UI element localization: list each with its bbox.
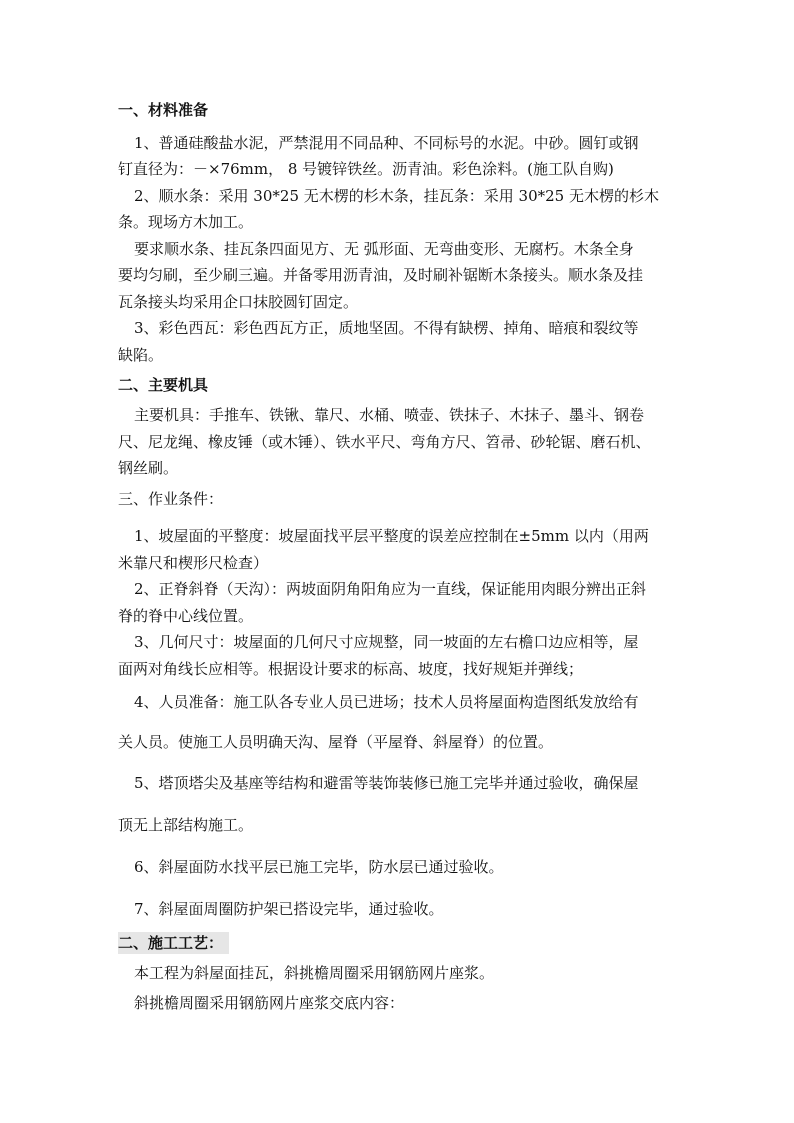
sec3-item6: 6、斜屋面防水找平层已施工完毕，防水层已通过验收。 [134,858,504,876]
sec3-item7: 7、斜屋面周圈防护架已搭设完毕，通过验收。 [134,900,444,918]
section-4-title-wrap [118,933,229,953]
section-4-title: 二、施工工艺： [118,932,229,954]
sec2-tools-line1: 主要机具：手推车、铁锹、靠尺、水桶、喷壶、铁抹子、木抹子、墨斗、钢卷 [134,406,645,424]
sec2-tools-line2: 尺、尼龙绳、橡皮锤（或木锤）、铁水平尺、弯角方尺、笤帚、砂轮锯、磨石机、 [118,433,651,451]
sec2-tools-line3: 钢丝刷。 [118,459,179,477]
sec1-item1-line1: 1、普通硅酸盐水泥，严禁混用不同品种、不同标号的水泥。中砂。圆钉或钢 [134,134,639,152]
sec4-para1: 本工程为斜屋面挂瓦，斜挑檐周圈采用钢筋网片座浆。 [134,964,495,982]
sec3-item2-line1: 2、正脊斜脊（天沟）：两坡面阴角阳角应为一直线，保证能用肉眼分辨出正斜 [134,580,647,598]
sec1-item3-line2: 缺陷。 [118,346,164,364]
section-3-title: 三、作业条件： [118,490,224,508]
sec1-req-line2: 要均匀刷，至少刷三遍。并备零用沥青油，及时刷补锯断木条接头。顺水条及挂 [118,266,644,284]
sec3-item5-line2: 顶无上部结构施工。 [118,816,254,834]
sec3-item4-line2: 关人员。使施工人员明确天沟、屋脊（平屋脊、斜屋脊）的位置。 [118,733,554,751]
sec3-item1-line2: 米靠尺和楔形尺检查） [118,554,269,572]
sec1-item2-line1: 2、顺水条：采用 30*25 无木楞的杉木条，挂瓦条：采用 30*25 无木楞的杉木 [134,187,659,205]
section-1-title: 一、材料准备 [118,101,209,119]
sec4-para2: 斜挑檐周圈采用钢筋网片座浆交底内容： [134,994,405,1012]
sec1-item1-line2: 钉直径为：－×76mm， 8 号镀锌铁丝。沥青油。彩色涂料。(施工队自购) [118,160,614,178]
sec1-item3-line1: 3、彩色西瓦：彩色西瓦方正，质地坚固。不得有缺楞、掉角、暗痕和裂纹等 [134,319,639,337]
sec3-item4-line1: 4、人员准备：施工队各专业人员已进场；技术人员将屋面构造图纸发放给有 [134,693,639,711]
sec1-req-line3: 瓦条接头均采用企口抹胶圆钉固定。 [118,293,359,311]
section-2-title: 二、主要机具 [118,376,209,394]
sec3-item3-line2: 面两对角线长应相等。根据设计要求的标高、坡度，找好规矩并弹线； [118,660,584,678]
sec3-item5-line1: 5、塔顶塔尖及基座等结构和避雷等装饰装修已施工完毕并通过验收，确保屋 [134,774,639,792]
sec3-item3-line1: 3、几何尺寸：坡屋面的几何尺寸应规整，同一坡面的左右檐口边应相等，屋 [134,633,639,651]
sec1-item2-line2: 条。现场方木加工。 [118,213,254,231]
sec1-req-line1: 要求顺水条、挂瓦条四面见方、无 弧形面、无弯曲变形、无腐朽。木条全身 [134,240,634,258]
sec3-item1-line1: 1、坡屋面的平整度：坡屋面找平层平整度的误差应控制在±5mm 以内（用两 [134,527,649,545]
sec3-item2-line2: 脊的脊中心线位置。 [118,607,254,625]
